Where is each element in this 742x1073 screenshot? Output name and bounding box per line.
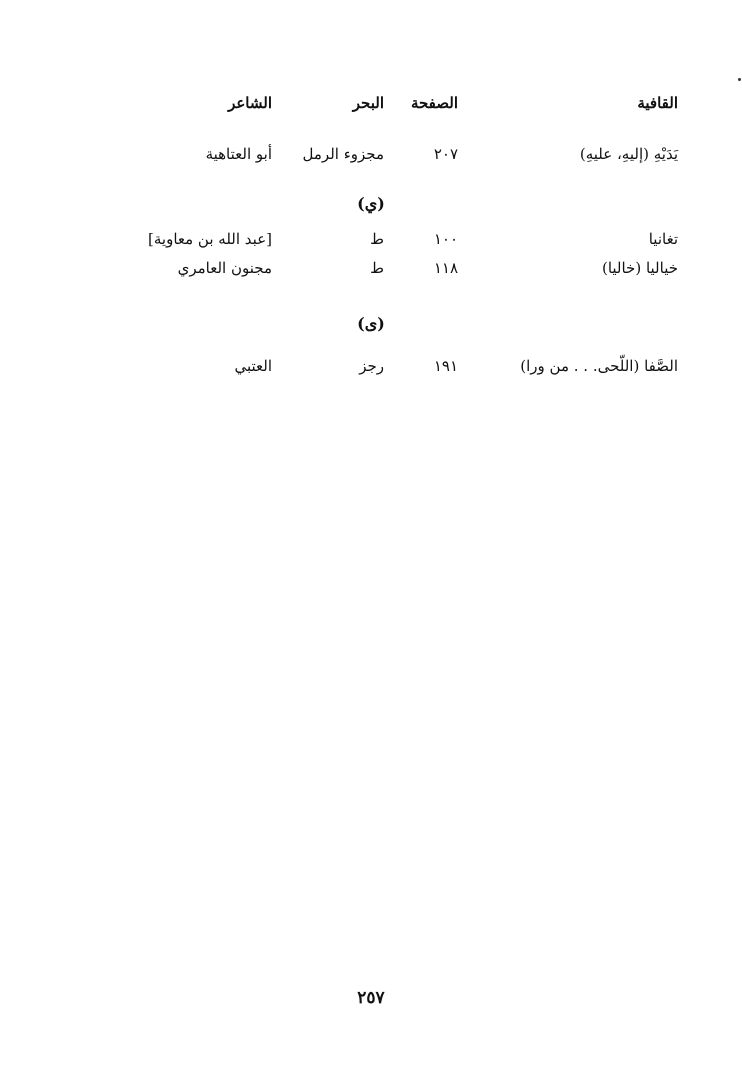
table-row bbox=[0, 229, 742, 251]
section-heading: (ي) bbox=[357, 194, 385, 213]
table-row bbox=[0, 144, 742, 166]
cell-bahr: ط bbox=[370, 230, 384, 248]
cell-bahr: رجز bbox=[359, 357, 384, 375]
header-page: الصفحة bbox=[410, 94, 458, 112]
cell-poet: العتبي bbox=[234, 357, 272, 375]
section-heading: (ى) bbox=[357, 314, 385, 333]
header-poet: الشاعر bbox=[228, 94, 272, 112]
cell-page: ١١٨ bbox=[433, 259, 458, 277]
cell-bahr: مجزوء الرمل bbox=[302, 145, 384, 163]
table-row bbox=[0, 356, 742, 378]
cell-page: ١٩١ bbox=[433, 357, 458, 375]
table-header bbox=[0, 93, 742, 115]
cell-qafiya: خياليا (خاليا) bbox=[601, 259, 678, 277]
cell-page: ١٠٠ bbox=[433, 230, 458, 248]
cell-bahr: ط bbox=[370, 259, 384, 277]
cell-poet: أبو العتاهية bbox=[205, 145, 272, 163]
table-row bbox=[0, 258, 742, 280]
cell-poet: مجنون العامري bbox=[177, 259, 272, 277]
margin-mark bbox=[738, 78, 741, 81]
cell-qafiya: تغانيا bbox=[648, 230, 678, 248]
header-bahr: البحر bbox=[352, 94, 384, 112]
cell-qafiya: يَدَيْهِ (إليهِ، عليهِ) bbox=[579, 145, 678, 163]
header-qafiya: القافية bbox=[637, 94, 678, 112]
page-number: ٢٥٧ bbox=[357, 988, 385, 1008]
cell-qafiya: الصَّفا (اللّحى. . . من ورا) bbox=[520, 357, 678, 375]
cell-poet: [عبد الله بن معاوية] bbox=[148, 230, 272, 248]
cell-page: ٢٠٧ bbox=[433, 145, 458, 163]
